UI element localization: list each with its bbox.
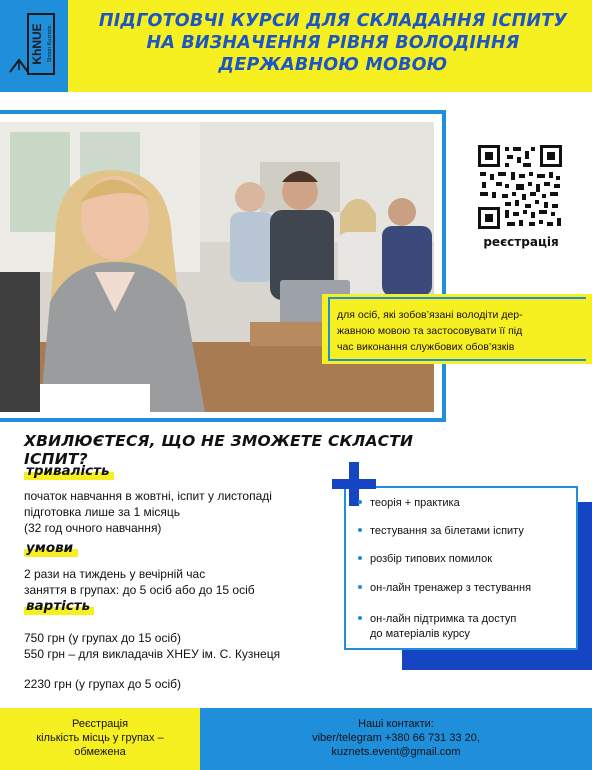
bullet-icon — [358, 500, 362, 504]
bullet-icon — [358, 556, 362, 560]
bullet-icon — [358, 585, 362, 589]
price-line: 550 грн – для викладачів ХНЕУ ім. С. Кузнеця — [24, 647, 281, 661]
price-extra: 2230 грн (у групах до 5 осіб) — [24, 677, 182, 691]
footer-line: кількість місць у групах – — [36, 732, 164, 744]
conditions-line: заняття в групах: до 5 осіб або до 15 осіб — [24, 583, 255, 597]
title-line: ДЕРЖАВНОЮ МОВОЮ — [218, 55, 448, 75]
duration-line: початок навчання в жовтні, іспит у листопаді — [24, 489, 272, 503]
feature-item: тестування за білетами іспиту — [358, 524, 573, 539]
price-line: 750 грн (у групах до 15 осіб) — [24, 631, 182, 645]
title-line: ПІДГОТОВЧІ КУРСИ ДЛЯ СКЛАДАННЯ ІСПИТУ — [98, 11, 568, 31]
qr-code-icon[interactable] — [478, 145, 562, 229]
logo-main-text: KhNUE — [30, 23, 44, 65]
duration-line: (32 год очного навчання) — [24, 521, 162, 535]
footer-line[interactable]: viber/telegram +380 66 731 33 20, — [312, 732, 480, 744]
footer-contacts — [200, 717, 592, 759]
callout-line: час виконання службових обов’язків — [337, 341, 515, 353]
price-heading: вартість — [26, 598, 91, 614]
feature-item: теорія + практика — [358, 496, 573, 511]
feature-item: розбір типових помилок — [358, 552, 573, 567]
callout-line: для осіб, які зобов’язані володіти дер- — [337, 309, 523, 321]
logo-sub-text: Simon Kuznets — [47, 25, 53, 63]
duration-heading: тривалість — [26, 463, 110, 479]
footer-line: Реєстрація — [71, 718, 129, 730]
bullet-icon — [358, 528, 362, 532]
university-logo-icon — [6, 12, 56, 76]
feature-item: он-лайн підтримка та доступ до матеріалів курсу — [358, 612, 573, 642]
conditions-line: 2 рази на тиждень у вечірній час — [24, 567, 206, 581]
conditions-text — [24, 566, 255, 598]
qr-label: реєстрація — [483, 235, 559, 249]
conditions-heading: умови — [26, 540, 74, 556]
classroom-photo — [0, 122, 434, 412]
footer-registration — [0, 717, 200, 759]
feature-item: он-лайн тренажер з тестування — [358, 581, 573, 596]
footer-email[interactable]: kuznets.event@gmail.com — [331, 746, 461, 758]
price-text — [24, 630, 280, 662]
footer-line: Наші контакти: — [358, 718, 434, 730]
question-heading: ХВИЛЮЄТЕСЯ, ЩО НЕ ЗМОЖЕТЕ СКЛАСТИ ІСПИТ? — [24, 432, 414, 468]
bullet-icon — [358, 616, 362, 620]
page-title — [78, 10, 588, 76]
audience-callout — [328, 297, 586, 361]
duration-line: підготовка лише за 1 місяць — [24, 505, 181, 519]
callout-line: жавною мовою та застосовувати її під — [337, 325, 523, 337]
footer-line: обмежена — [74, 746, 126, 758]
title-line: НА ВИЗНАЧЕННЯ РІВНЯ ВОЛОДІННЯ — [146, 33, 520, 53]
duration-text — [24, 488, 272, 536]
